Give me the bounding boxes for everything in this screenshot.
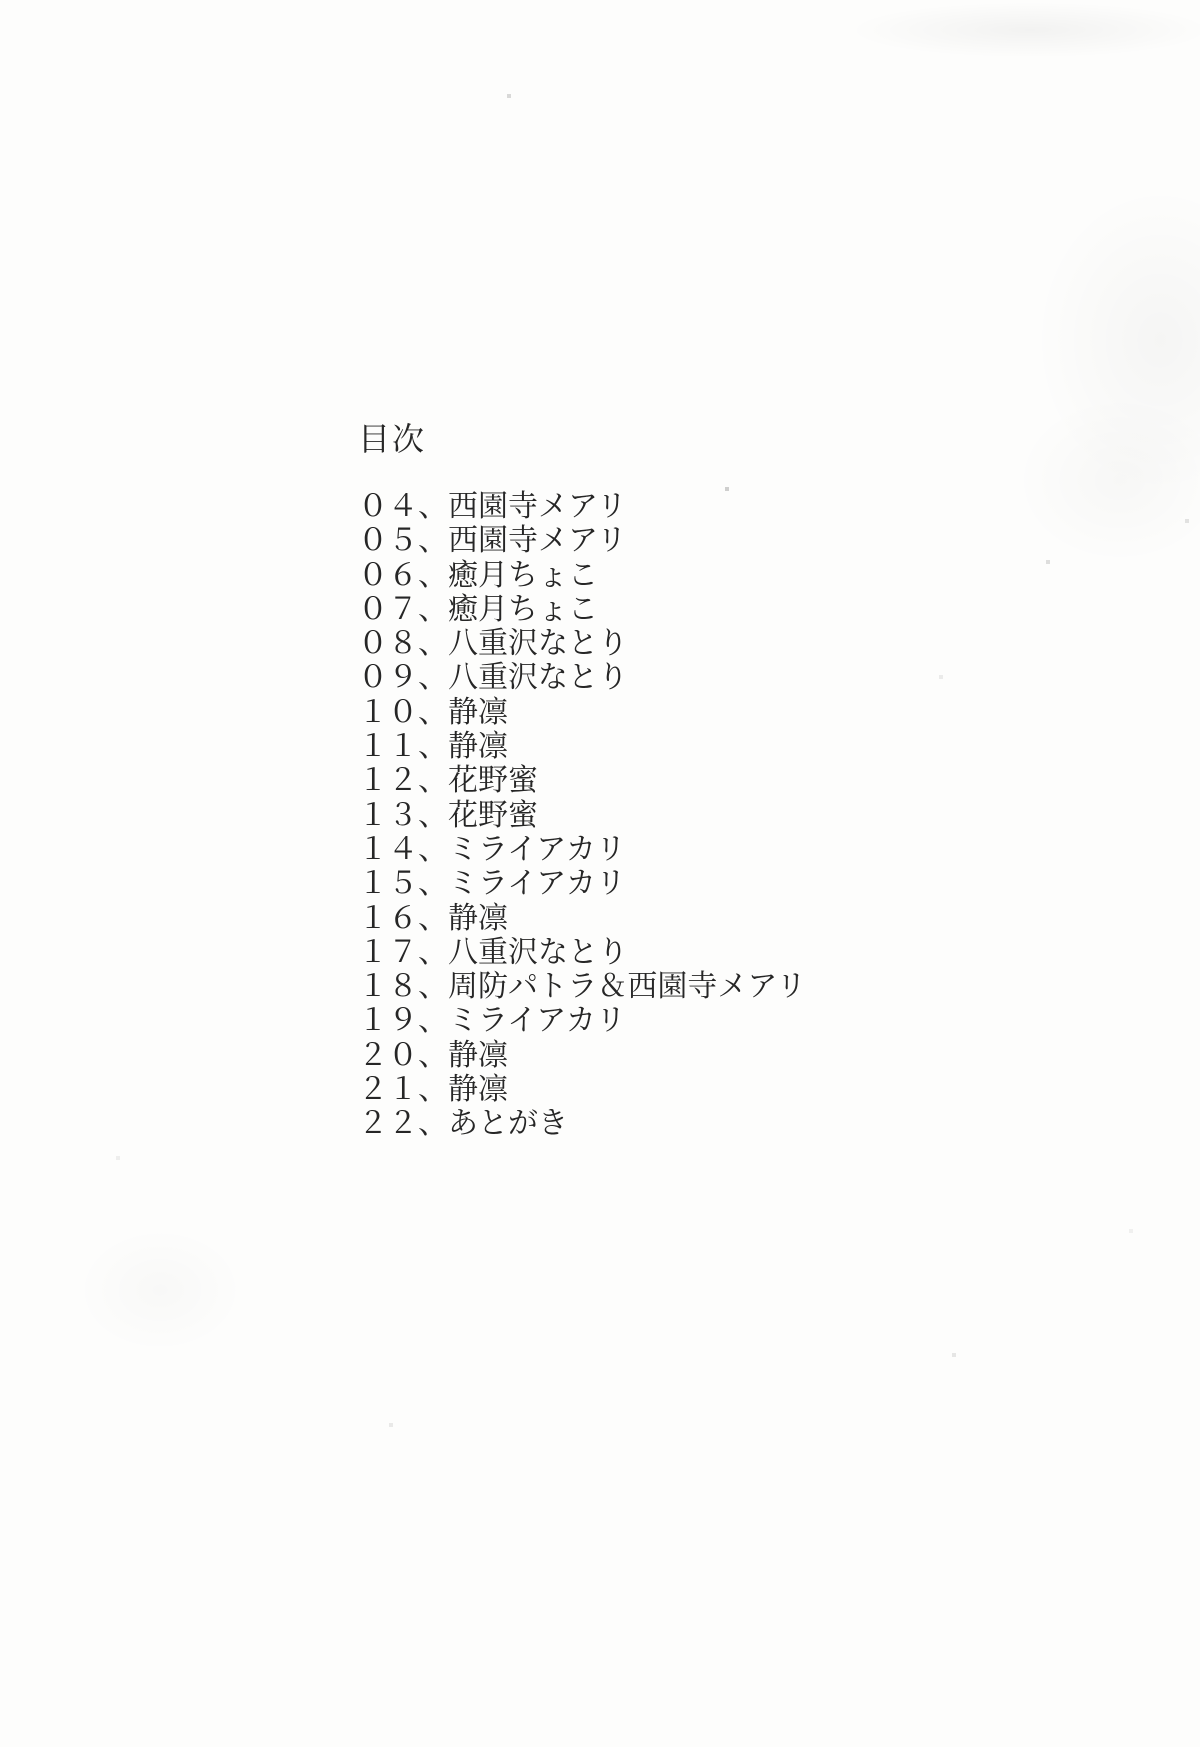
table-of-contents	[358, 418, 806, 1142]
toc-entry: ０８、八重沢なとり	[358, 627, 628, 661]
toc-entry: １７、八重沢なとり	[358, 935, 628, 969]
toc-entry: １６、静凛	[358, 901, 508, 935]
scan-artifacts	[0, 0, 2, 2]
toc-entry: １２、花野蜜	[358, 764, 538, 798]
toc-entry: ０７、癒月ちょこ	[358, 592, 598, 626]
toc-title: 目次	[358, 421, 427, 457]
toc-entry: １９、ミライアカリ	[358, 1004, 626, 1038]
toc-entry: ０５、西園寺メアリ	[358, 524, 627, 558]
toc-entry: ０４、西園寺メアリ	[358, 490, 627, 523]
toc-entry: ２２、あとがき	[358, 1107, 568, 1141]
toc-entry: ２０、静凛	[358, 1038, 508, 1072]
toc-entry: １５、ミライアカリ	[358, 867, 626, 901]
toc-entry: １１、静凛	[358, 730, 508, 764]
toc-entry: ０９、八重沢なとり	[358, 661, 628, 695]
toc-entry: ０６、癒月ちょこ	[358, 558, 598, 592]
toc-entry: １８、周防パトラ＆西園寺メアリ	[358, 970, 807, 1004]
toc-entry: １４、ミライアカリ	[358, 832, 626, 866]
toc-list	[358, 490, 806, 1142]
toc-entry: １０、静凛	[358, 695, 508, 729]
toc-entry: １３、花野蜜	[358, 798, 538, 832]
toc-entry: ２１、静凛	[358, 1073, 508, 1107]
